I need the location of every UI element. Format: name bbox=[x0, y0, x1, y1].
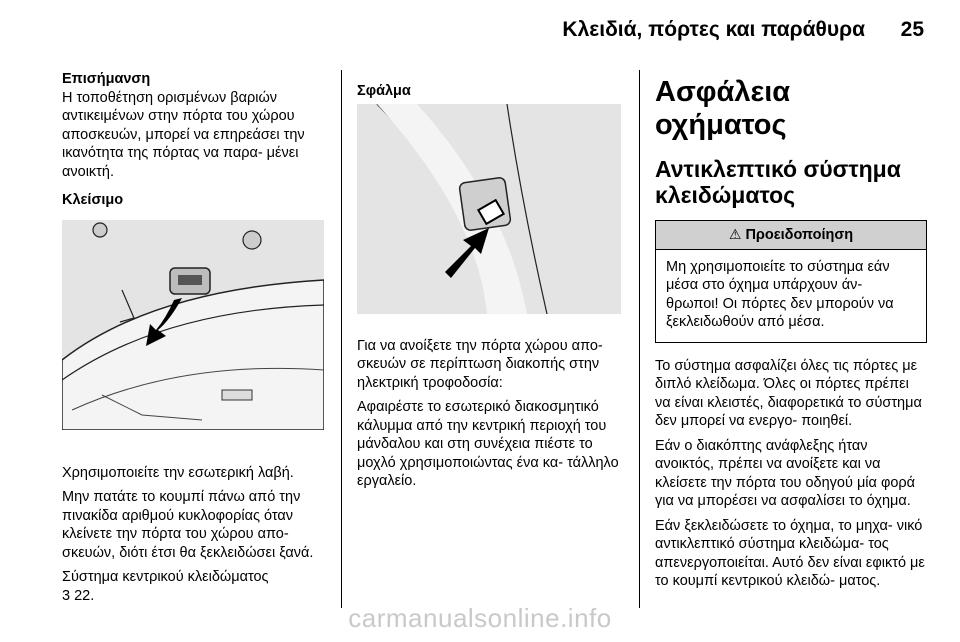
warning-text: Μη χρησιμοποιείτε το σύστημα εάν μέσα στο όχημα υπάρχουν άν- θρωποι! Οι πόρτες δεν μπορούν να ξεκλειδωθούν από μέσα. bbox=[666, 258, 894, 330]
closing-heading: Κλείσιμο bbox=[62, 192, 124, 208]
header-title: Κλειδιά, πόρτες και παράθυρα bbox=[562, 18, 865, 41]
fault-paragraph-1: Για να ανοίξετε την πόρτα χώρου απο- σκευών σε περίπτωση διακοπής στην ηλεκτρική τροφοδοσία: bbox=[357, 337, 603, 391]
latch-release-illustration bbox=[357, 104, 621, 314]
warning-box bbox=[655, 220, 927, 343]
warning-triangle-icon: ⚠ bbox=[728, 226, 742, 242]
warning-header bbox=[656, 221, 926, 250]
antitheft-paragraph-1: Το σύστημα ασφαλίζει όλες τις πόρτες με διπλό κλείδωμα. Όλες οι πόρτες πρέπει να είναι κλειστές, διαφορετικά το σύστημα δεν μπορεί να ενεργο- ποιηθεί. bbox=[655, 357, 922, 429]
warning-title: Προειδοποίηση bbox=[745, 227, 854, 243]
column-divider-1 bbox=[341, 70, 342, 608]
column-divider-2 bbox=[639, 70, 640, 608]
figure-tailgate-handle bbox=[62, 220, 324, 430]
antitheft-paragraph-3: Εάν ξεκλειδώσετε το όχημα, το μηχα- νικό αντικλεπτικό σύστημα κλειδώμα- τος απενεργοποιείται. Αυτό δεν είναι εφικτό με το κουμπί κεντρικού κλειδώ- ματος. bbox=[655, 517, 925, 589]
watermark: carmanualsonline.info bbox=[348, 603, 612, 633]
tailgate-handle-illustration bbox=[62, 220, 324, 430]
fault-heading: Σφάλμα bbox=[357, 83, 411, 99]
fault-paragraph-2: Αφαιρέστε το εσωτερικό διακοσμητικό κάλυμμα από την κεντρική περιοχή του μάνδαλου και στη συνέχεια πιέστε το μοχλό χρησιμοποιώντας ένα κα- τάλληλο εργαλείο. bbox=[357, 399, 619, 489]
figure-latch-release bbox=[357, 104, 621, 314]
page-reference-link[interactable]: 3 22. bbox=[62, 587, 95, 604]
closing-paragraph-3 bbox=[62, 568, 328, 605]
closing-paragraph-2: Μην πατάτε το κουμπί πάνω από την πινακίδα αριθμού κυκλοφορίας όταν κλείνετε την πόρτα του χώρου απο- σκευών, διότι έτσι θα ξεκλειδώσει ξανά. bbox=[62, 489, 314, 561]
note-title: Επισήμανση bbox=[62, 71, 151, 87]
section-title: Ασφάλεια οχήματος bbox=[655, 76, 791, 141]
note-text: Η τοποθέτηση ορισμένων βαριών αντικειμένων στην πόρτα του χώρου αποσκευών, μπορεί να επηρεάσει την ικανότητα της πόρτας να παρα- μένει ανοικτή. bbox=[62, 89, 305, 180]
section-subtitle: Αντικλεπτικό σύστημα κλειδώματος bbox=[655, 156, 901, 208]
page-number: 25 bbox=[900, 18, 924, 41]
antitheft-paragraph-2: Εάν ο διακόπτης ανάφλεξης ήταν ανοικτός, πρέπει να ανοίξετε και να κλείσετε την πόρτα του οδηγού μία φορά για να μπορέσει να ασφαλίσει το όχημα. bbox=[655, 437, 916, 509]
column-right bbox=[655, 76, 927, 597]
central-locking-ref-text: Σύστημα κεντρικού κλειδώματος bbox=[62, 569, 269, 585]
closing-paragraph-1: Χρησιμοποιείτε την εσωτερική λαβή. bbox=[62, 464, 294, 481]
